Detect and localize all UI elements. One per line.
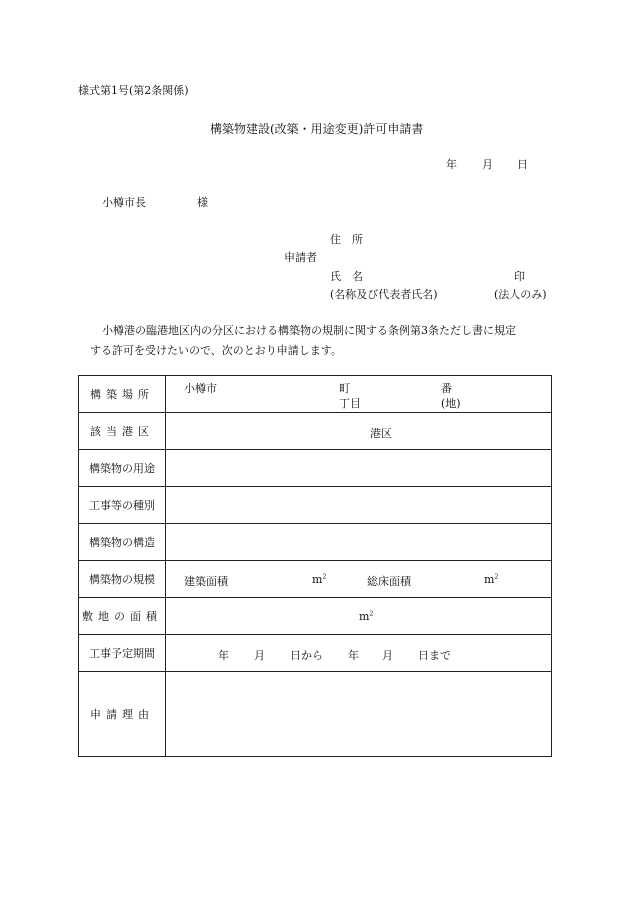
label-scale: 構築物の規模 (79, 561, 166, 598)
location-ban: 番 (441, 382, 452, 395)
document-title: 構築物建設(改築・用途変更)許可申請書 (210, 122, 424, 136)
value-usage (166, 450, 552, 487)
site-area-unit: $m^2$ (359, 610, 374, 623)
label-site-area: 敷地の面積 (79, 598, 166, 635)
period-start-year: 年 (218, 649, 229, 662)
value-port-district (166, 413, 552, 450)
row-work-type (79, 487, 552, 524)
applicant-label: 申請者 (284, 251, 317, 264)
value-period (166, 635, 552, 672)
value-work-type (166, 487, 552, 524)
label-port-district: 該当港区 (79, 413, 166, 450)
label-structure: 構築物の構造 (79, 524, 166, 561)
addressee-name: 小樽市長 (102, 196, 146, 209)
period-end-day: 日まで (418, 649, 451, 662)
date-month: 月 (482, 158, 493, 171)
addressee-honorific: 様 (197, 196, 208, 209)
corporation-note: (法人のみ) (494, 288, 547, 301)
label-location: 構築場所 (79, 376, 166, 413)
application-table (78, 375, 552, 757)
location-chome: 丁目 (339, 397, 361, 410)
body-line-2: する許可を受けたいので、次のとおり申請します。 (90, 344, 342, 357)
location-city: 小樽市 (184, 382, 217, 395)
row-reason (79, 672, 552, 757)
total-floor-label: 総床面積 (367, 575, 411, 588)
name-label: 氏 名 (330, 270, 363, 283)
label-reason: 申請理由 (79, 672, 166, 757)
port-district-value: 港区 (370, 427, 392, 440)
period-end-year: 年 (348, 649, 359, 662)
date-day: 日 (517, 158, 528, 171)
body-line-1: 小樽港の臨港地区内の分区における構築物の規制に関する条例第3条ただし書に規定 (102, 324, 516, 337)
building-area-unit: $m^2$ (312, 573, 327, 586)
row-scale (79, 561, 552, 598)
location-chi: (地) (441, 397, 461, 410)
value-structure (166, 524, 552, 561)
row-usage (79, 450, 552, 487)
location-town: 町 (339, 382, 350, 395)
form-number: 様式第1号(第2条関係) (78, 84, 189, 97)
row-site-area (79, 598, 552, 635)
date-year: 年 (446, 158, 457, 171)
label-period: 工事予定期間 (79, 635, 166, 672)
label-work-type: 工事等の種別 (79, 487, 166, 524)
row-port-district (79, 413, 552, 450)
label-usage: 構築物の用途 (79, 450, 166, 487)
value-location (166, 376, 552, 413)
period-start-day: 日から (290, 649, 323, 662)
period-end-month: 月 (382, 649, 393, 662)
value-site-area (166, 598, 552, 635)
row-structure (79, 524, 552, 561)
name-note: (名称及び代表者氏名) (330, 288, 438, 301)
building-area-label: 建築面積 (184, 575, 228, 588)
seal-mark: 印 (514, 270, 525, 283)
value-reason (166, 672, 552, 757)
total-floor-unit: $m^2$ (484, 573, 499, 586)
address-label: 住 所 (330, 233, 363, 246)
value-scale (166, 561, 552, 598)
period-start-month: 月 (254, 649, 265, 662)
row-period (79, 635, 552, 672)
row-location (79, 376, 552, 413)
